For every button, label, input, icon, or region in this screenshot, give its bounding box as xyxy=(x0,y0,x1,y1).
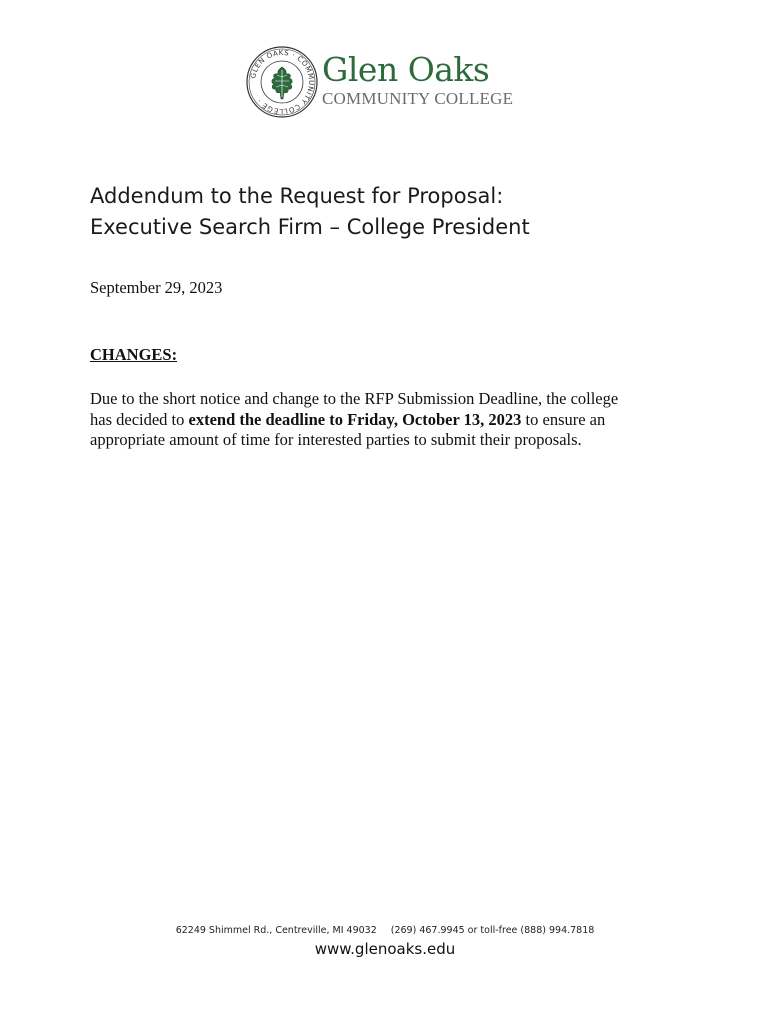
deadline-extension-text: extend the deadline to Friday, October 13, 2023 xyxy=(188,409,522,429)
paragraph-line-2 xyxy=(90,410,690,431)
paragraph-line-3: appropriate amount of time for interested parties to submit their proposals. xyxy=(90,430,582,449)
document-date: September 29, 2023 xyxy=(90,278,223,297)
title-line-2: Executive Search Firm – College President xyxy=(90,215,530,239)
paragraph-line-1: Due to the short notice and change to the RFP Submission Deadline, the college xyxy=(90,389,619,408)
changes-paragraph xyxy=(90,389,690,451)
footer-url[interactable]: www.glenoaks.edu xyxy=(314,940,456,958)
footer-phone: (269) 467.9945 or toll-free (888) 994.7818 xyxy=(390,925,595,936)
college-wordmark xyxy=(322,52,536,116)
footer-address: 62249 Shimmel Rd., Centreville, MI 49032 xyxy=(175,925,377,936)
document-title xyxy=(90,181,710,243)
svg-text:GLEN OAKS · COMMUNITY COLLEGE: GLEN OAKS · COMMUNITY COLLEGE · xyxy=(249,48,316,116)
letterhead xyxy=(246,46,536,118)
college-seal-oak-leaf-icon xyxy=(246,46,318,118)
college-name: Glen Oaks xyxy=(322,50,490,89)
title-line-1: Addendum to the Request for Proposal: xyxy=(90,184,504,208)
paragraph-line-2-prefix: has decided to xyxy=(90,409,189,429)
changes-heading: CHANGES: xyxy=(90,345,178,364)
college-subname: COMMUNITY COLLEGE xyxy=(322,89,514,108)
paragraph-line-2-suffix: to ensure an xyxy=(521,409,606,429)
footer-contact xyxy=(0,924,770,938)
